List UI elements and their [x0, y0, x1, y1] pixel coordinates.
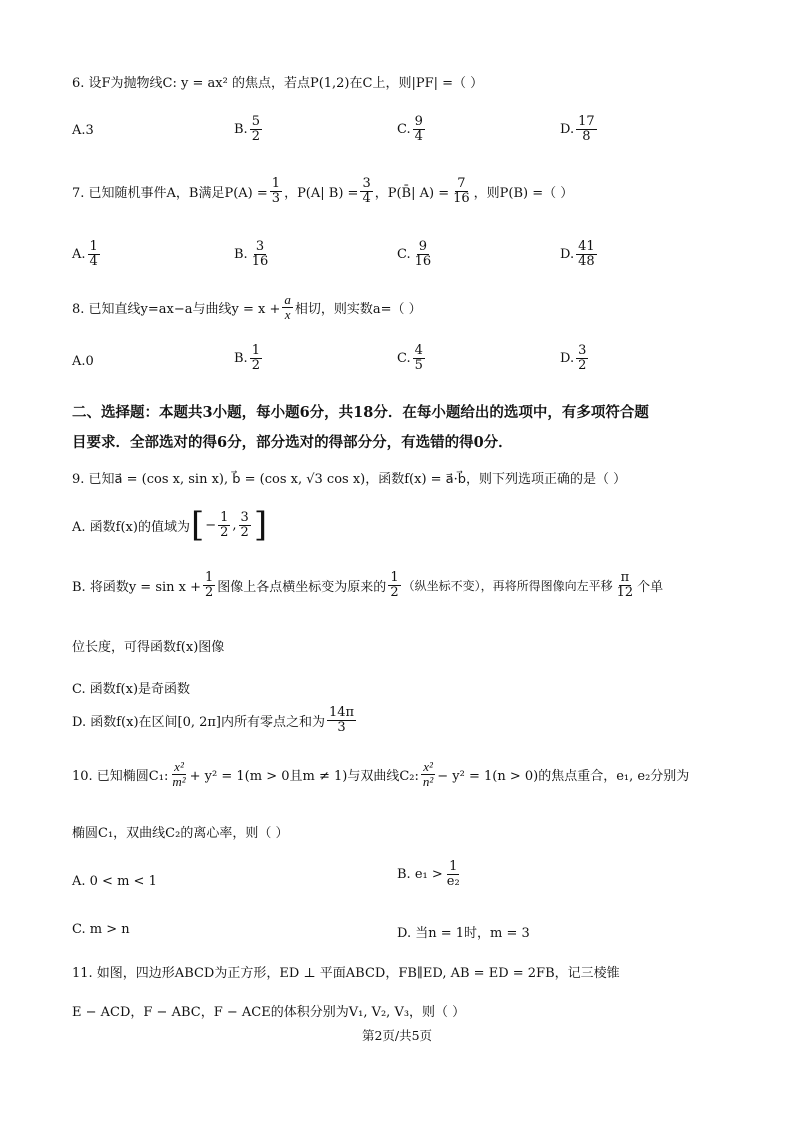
q7-stem-end: ，则P(B) =（ ） [473, 185, 574, 201]
q7-stem-mid-2: ，P(B̄| A) = [374, 185, 450, 201]
numerator: x² [174, 759, 184, 774]
q9-option-b-mid-2: （纵坐标不变），再将所得图像向左平移 [402, 578, 613, 593]
numerator: 17 [578, 114, 595, 129]
denominator: e₂ [446, 873, 460, 889]
q8-option-a-label: A. [72, 354, 86, 369]
q8-stem-start: 8. 已知直线y=ax−a与曲线y = x + [72, 301, 281, 317]
q7-stem-mid-1: ，P(A| B) = [284, 185, 359, 201]
numerator: 1 [205, 570, 214, 585]
q9-option-d-frac [327, 706, 356, 734]
numerator: 9 [418, 239, 428, 254]
q10-stem-line-2: 椭圆C₁，双曲线C₂的离心率，则（ ） [72, 826, 289, 841]
numerator: 7 [457, 176, 466, 191]
q9-option-c: C. 函数f(x)是奇函数 [72, 682, 191, 697]
numerator: π [620, 570, 630, 585]
denominator: 12 [616, 584, 634, 600]
left-bracket: [ [190, 505, 205, 545]
page-number-footer: 第2页/共5页 [361, 1028, 433, 1043]
q9-option-d [72, 706, 358, 734]
denominator: 2 [220, 524, 229, 540]
q9-option-a-frac-2 [239, 511, 251, 539]
q7-option-d [560, 240, 599, 268]
q7-option-a-label: A. [72, 246, 86, 262]
denominator: 2 [251, 357, 260, 373]
numerator: 5 [251, 114, 260, 129]
denominator: 2 [390, 584, 399, 600]
q8-option-c [397, 344, 427, 372]
q7-stem-start: 7. 已知随机事件A，B满足P(A) = [72, 185, 268, 201]
numerator: 1 [390, 570, 399, 585]
denominator: 2 [251, 128, 260, 144]
q9-option-b-frac-2 [388, 571, 400, 599]
numerator: 9 [414, 114, 423, 129]
q9-stem: 9. 已知a⃗ = (cos x, sin x), b⃗ = (cos x, √3 cos x)，函数f(x) = a⃗·b⃗，则下列选项正确的是（ ） [72, 472, 627, 487]
q10-option-b [397, 860, 464, 888]
denominator: m² [172, 773, 186, 789]
denominator: 2 [205, 584, 214, 600]
numerator: 1 [89, 239, 98, 254]
q9-option-d-text: D. 函数f(x)在区间[0, 2π]内所有零点之和为 [72, 714, 326, 730]
denominator: 3 [271, 190, 281, 206]
q9-option-a [72, 505, 268, 545]
numerator: x² [423, 759, 433, 774]
q9-option-a-frac-1 [218, 511, 230, 539]
denominator: 16 [414, 253, 432, 269]
denominator: 3 [337, 719, 346, 735]
q6-option-a-label: A. [72, 123, 86, 138]
q7-frac-3 [451, 177, 472, 205]
q8-option-d-fraction [576, 344, 588, 372]
denominator: 4 [89, 253, 98, 269]
section-heading-line-2: 目要求．全部选对的得6分，部分选对的得部分分，有选错的得0分． [72, 434, 513, 451]
denominator: 2 [578, 357, 587, 373]
q10-stem-mid: + y² = 1(m > 0且m ≠ 1)与双曲线C₂: [189, 768, 419, 784]
q9-option-a-text: A. 函数f(x)的值域为 [72, 519, 190, 535]
q10-stem [72, 760, 689, 788]
denominator: 8 [582, 128, 591, 144]
q6-option-c-fraction [413, 115, 425, 143]
q10-option-a: A. 0 < m < 1 [72, 874, 157, 889]
denominator: x [284, 306, 291, 322]
numerator: 3 [240, 509, 249, 525]
numerator: 1 [449, 859, 458, 874]
denominator: 16 [251, 253, 269, 269]
q7-option-b [234, 240, 272, 268]
q10-option-b-text: B. e₁ > [397, 866, 443, 882]
denominator: 2 [240, 524, 249, 540]
section-heading [72, 398, 649, 458]
q6-option-d [560, 115, 599, 143]
numerator: 3 [255, 239, 265, 254]
q8-option-d [560, 344, 590, 372]
q6-option-a [72, 123, 94, 138]
q7-option-b-label: B. [234, 246, 248, 262]
q9-option-b-mid-1: 图像上各点横坐标变为原来的 [217, 579, 387, 595]
denominator: n² [422, 773, 434, 789]
q7-option-d-label: D. [560, 246, 575, 262]
q8-option-c-label: C. [397, 350, 411, 366]
numerator: 14π [329, 705, 355, 720]
q8-frac [282, 293, 293, 321]
denominator: 16 [453, 190, 470, 206]
q9-option-b-end: 个单 [637, 579, 664, 595]
q8-option-a-value: 0 [85, 354, 94, 369]
q7-frac-1 [270, 177, 282, 205]
q9-option-b-frac-3 [615, 571, 636, 599]
q8-stem [72, 293, 422, 321]
denominator: 4 [362, 190, 371, 206]
q10-stem-end: − y² = 1(n > 0)的焦点重合，e₁, e₂分别为 [437, 768, 690, 784]
q9-option-b [72, 571, 663, 599]
q11-stem-line-2: E − ACD，F − ABC，F − ACE的体积分别为V₁, V₂, V₃，则（ ） [72, 1005, 466, 1020]
q8-option-b-label: B. [234, 350, 248, 366]
q7-option-b-fraction [250, 240, 271, 268]
minus-sign: − [205, 517, 217, 533]
comma: , [232, 517, 237, 533]
q8-option-c-fraction [413, 344, 425, 372]
q10-frac-1 [170, 760, 187, 788]
section-heading-line-1: 二、选择题：本题共3小题，每小题6分，共18分．在每小题给出的选项中，有多项符合题 [72, 404, 649, 421]
q7-frac-2 [360, 177, 372, 205]
q7-stem [72, 177, 573, 205]
numerator: 1 [220, 509, 229, 525]
q6-option-c-label: C. [397, 121, 411, 137]
numerator: 1 [271, 176, 281, 191]
q7-option-c [397, 240, 435, 268]
denominator: 5 [414, 357, 423, 373]
q10-option-c: C. m > n [72, 922, 130, 937]
q6-option-b [234, 115, 264, 143]
denominator: 48 [578, 253, 595, 269]
q7-option-d-fraction [576, 240, 597, 268]
q8-option-b-fraction [250, 344, 262, 372]
q6-option-c [397, 115, 427, 143]
q8-stem-end: 相切，则实数a=（ ） [294, 301, 422, 317]
numerator: 3 [578, 343, 587, 358]
q10-option-b-frac [445, 860, 462, 888]
numerator: a [284, 292, 291, 307]
q6-option-d-label: D. [560, 121, 575, 137]
q8-option-a [72, 354, 94, 369]
q10-frac-2 [421, 760, 435, 788]
q7-option-c-label: C. [397, 246, 411, 262]
q11-stem-line-1: 11. 如图，四边形ABCD为正方形，ED ⊥ 平面ABCD，FB∥ED, AB = ED = 2FB，记三棱锥 [72, 966, 620, 981]
numerator: 1 [251, 343, 260, 358]
q7-option-c-fraction [413, 240, 434, 268]
q6-option-b-label: B. [234, 121, 248, 137]
denominator: 4 [414, 128, 423, 144]
numerator: 4 [414, 343, 423, 358]
numerator: 3 [362, 176, 371, 191]
q6-stem: 6. 设F为抛物线C: y = ax² 的焦点，若点P(1,2)在C上，则|PF| =（ ） [72, 76, 484, 91]
q8-option-d-label: D. [560, 350, 575, 366]
q10-stem-start: 10. 已知椭圆C₁: [72, 768, 169, 784]
q8-option-b [234, 344, 264, 372]
q9-option-b-line-2: 位长度，可得函数f(x)图像 [72, 640, 225, 655]
numerator: 41 [578, 239, 595, 254]
right-bracket: ] [253, 505, 268, 545]
q6-option-a-value: 3 [85, 123, 94, 138]
q7-option-a [72, 240, 102, 268]
q9-option-b-start: B. 将函数y = sin x + [72, 579, 202, 595]
q6-option-b-fraction [250, 115, 262, 143]
q7-option-a-fraction [88, 240, 100, 268]
q6-option-d-fraction [576, 115, 597, 143]
q10-option-d: D. 当n = 1时，m = 3 [397, 926, 530, 941]
q9-option-b-frac-1 [203, 571, 215, 599]
